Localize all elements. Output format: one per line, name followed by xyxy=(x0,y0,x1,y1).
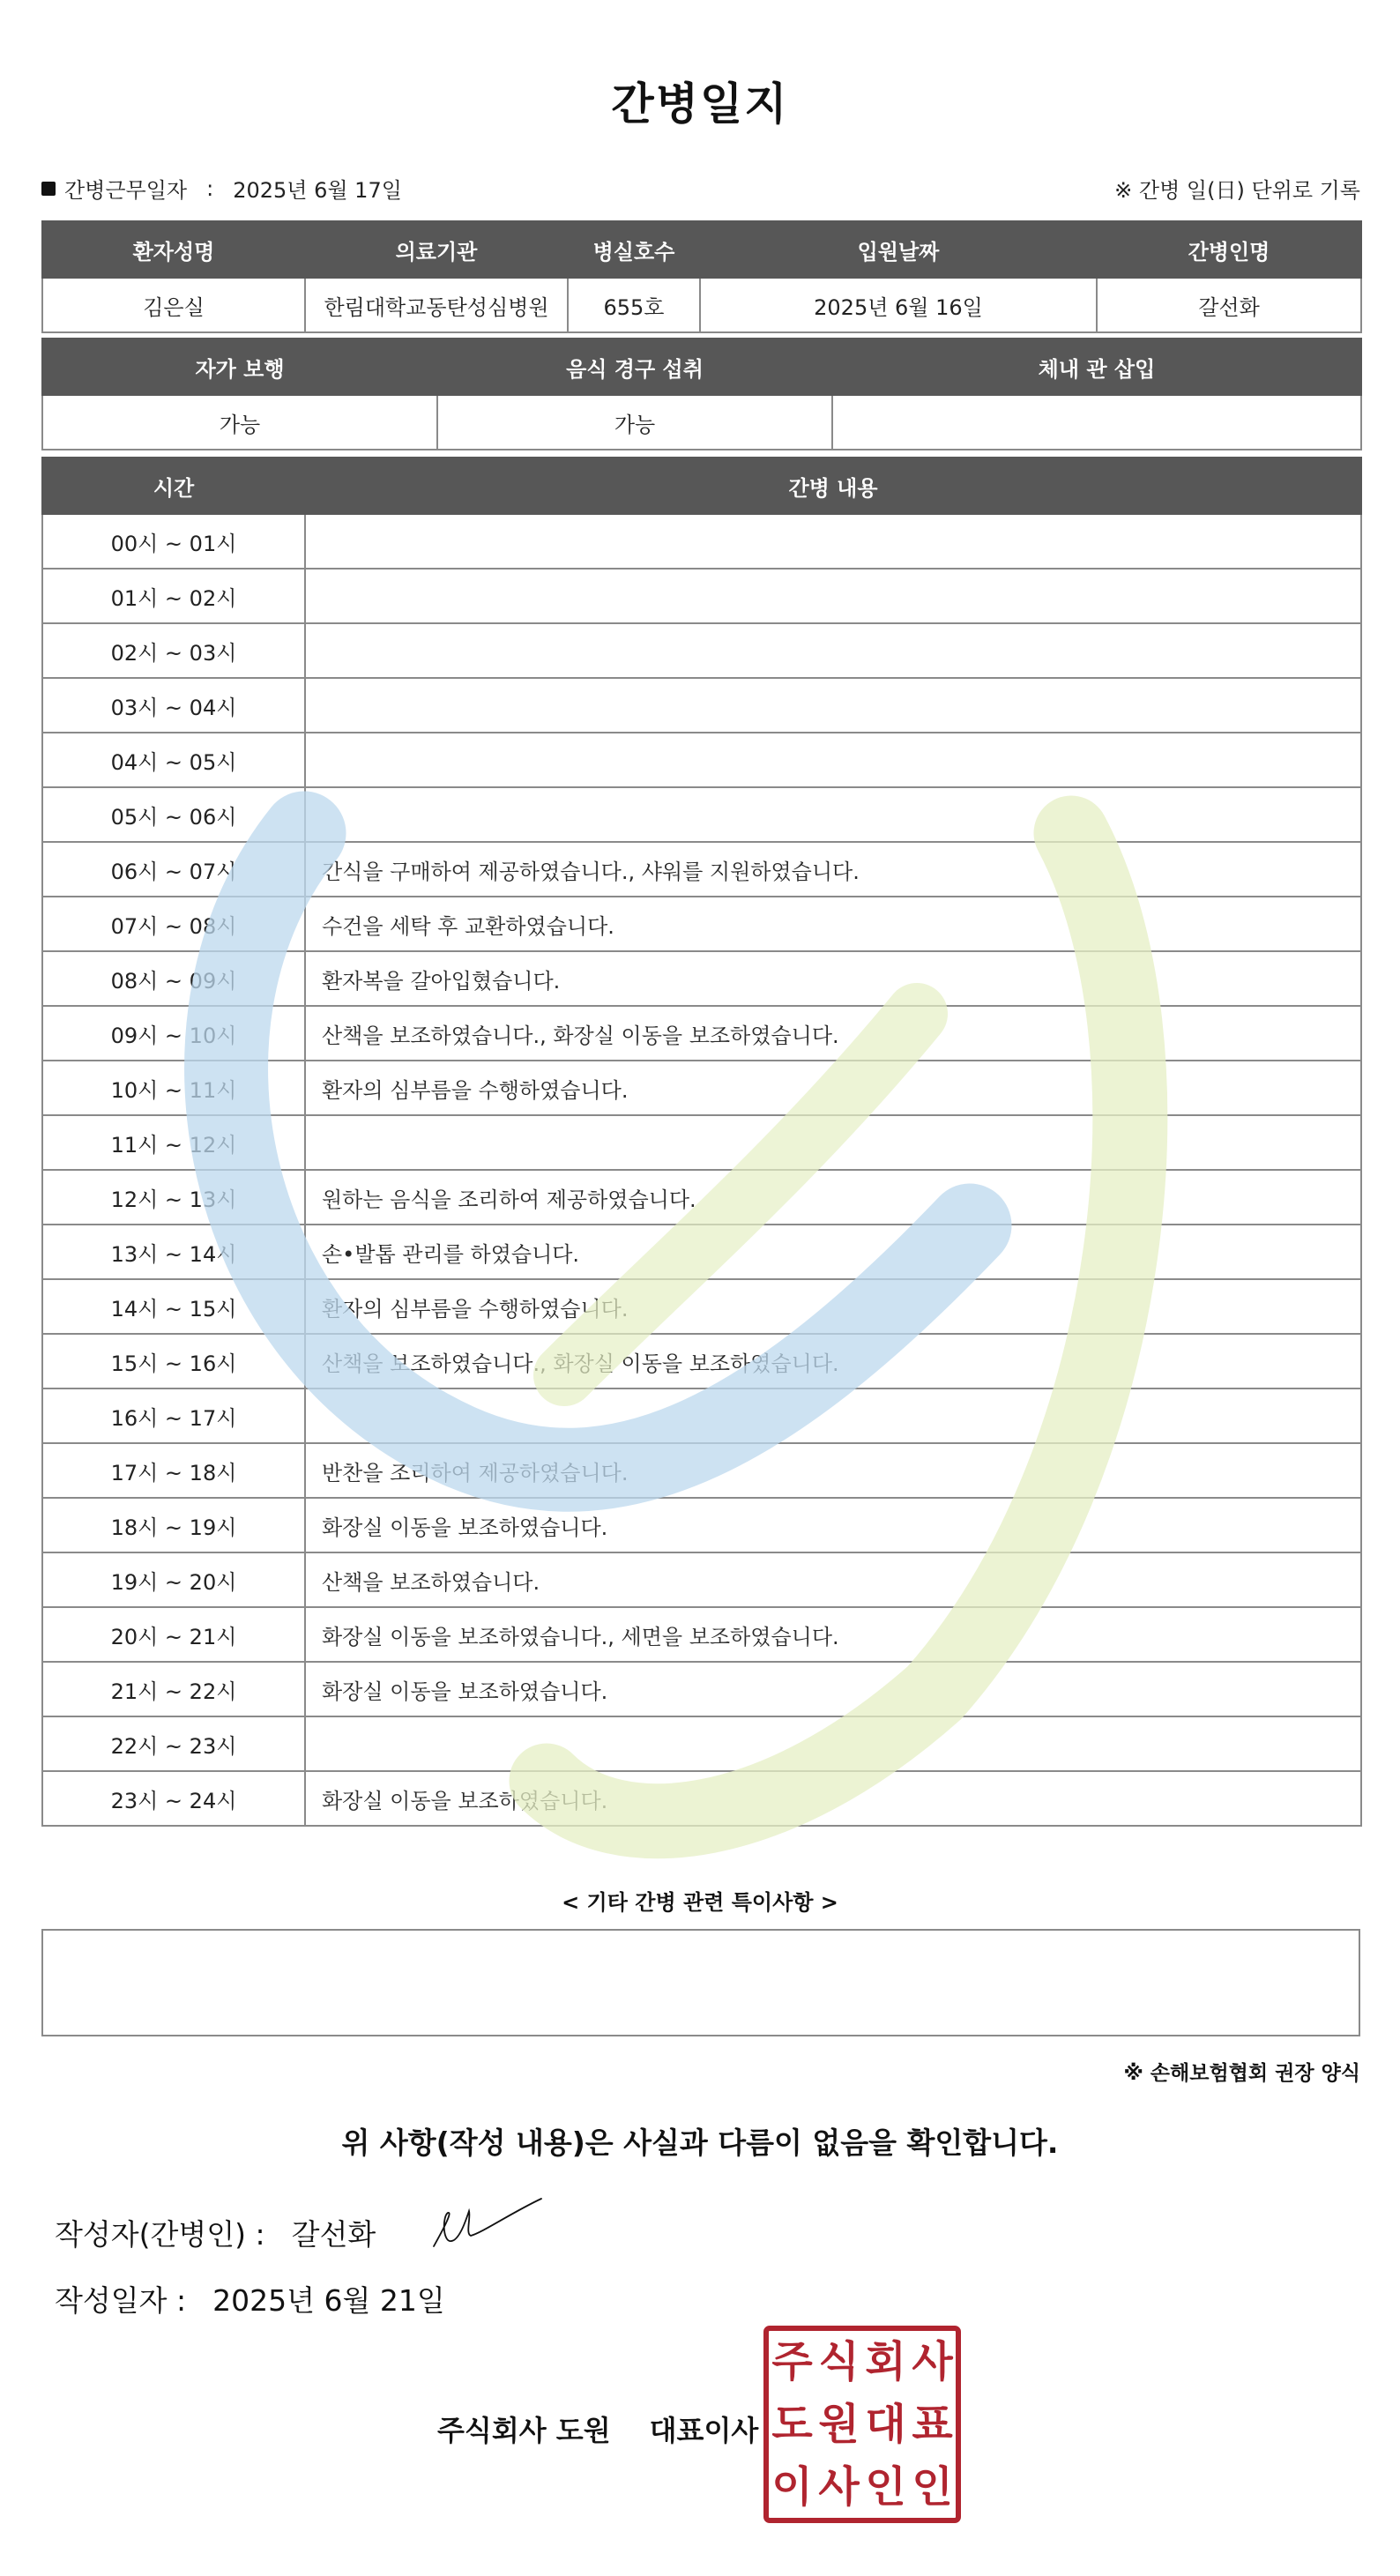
log-time: 23시 ~ 24시 xyxy=(42,1771,305,1826)
log-time: 22시 ~ 23시 xyxy=(42,1716,305,1771)
log-time: 06시 ~ 07시 xyxy=(42,842,305,897)
header-tube-insertion: 체내 관 삽입 xyxy=(832,339,1361,395)
header-oral-intake: 음식 경구 섭취 xyxy=(437,339,832,395)
room-number: 655호 xyxy=(568,278,700,332)
log-row xyxy=(42,1498,1361,1552)
unit-note: ※ 간병 일(日) 단위로 기록 xyxy=(1114,178,1360,203)
signature-icon xyxy=(430,2195,545,2257)
log-content xyxy=(305,1716,1361,1771)
log-row xyxy=(42,1061,1361,1115)
log-row xyxy=(42,897,1361,951)
log-row xyxy=(42,1225,1361,1279)
work-date-label: 간병근무일자 xyxy=(64,178,188,203)
log-row xyxy=(42,678,1361,733)
patient-header-row xyxy=(42,221,1361,278)
seal-glyph: 식 xyxy=(818,2337,860,2387)
header-self-walking: 자가 보행 xyxy=(42,339,437,395)
log-row xyxy=(42,842,1361,897)
written-date-value: 2025년 6월 21일 xyxy=(212,2283,445,2318)
log-row xyxy=(42,1170,1361,1225)
header-care-content: 간병 내용 xyxy=(305,458,1361,514)
log-row xyxy=(42,1662,1361,1716)
log-time: 14시 ~ 15시 xyxy=(42,1279,305,1334)
log-row xyxy=(42,1334,1361,1389)
recommend-note: ※ 손해보험협회 권장 양식 xyxy=(1123,2062,1360,2085)
log-row xyxy=(42,733,1361,787)
log-content xyxy=(305,1389,1361,1443)
log-time: 03시 ~ 04시 xyxy=(42,678,305,733)
log-content xyxy=(305,733,1361,787)
writer-name: 갈선화 xyxy=(291,2217,376,2252)
work-date-line xyxy=(41,173,402,204)
care-log-table xyxy=(41,457,1362,1827)
company-name: 주식회사 도원 xyxy=(437,2414,611,2447)
log-time: 18시 ~ 19시 xyxy=(42,1498,305,1552)
log-row xyxy=(42,1552,1361,1607)
log-content: 산책을 보조하였습니다., 화장실 이동을 보조하였습니다. xyxy=(305,1006,1361,1061)
log-row xyxy=(42,514,1361,569)
log-content: 수건을 세탁 후 교환하였습니다. xyxy=(305,897,1361,951)
extra-notes-box xyxy=(41,1929,1360,2036)
header-patient-name: 환자성명 xyxy=(42,221,305,278)
written-date-label: 작성일자 : xyxy=(55,2283,187,2318)
self-walking-value: 가능 xyxy=(42,395,437,450)
log-time: 20시 ~ 21시 xyxy=(42,1607,305,1662)
seal-glyph: 도 xyxy=(771,2399,813,2449)
seal-glyph: 사 xyxy=(912,2337,953,2387)
log-content xyxy=(305,623,1361,678)
status-header-row xyxy=(42,339,1361,395)
log-content: 손•발톱 관리를 하였습니다. xyxy=(305,1225,1361,1279)
writer-label: 작성자(간병인) : xyxy=(55,2217,265,2252)
log-row xyxy=(42,1115,1361,1170)
seal-glyph: 사 xyxy=(818,2461,860,2512)
log-time: 11시 ~ 12시 xyxy=(42,1115,305,1170)
log-row xyxy=(42,1006,1361,1061)
log-row xyxy=(42,1771,1361,1826)
log-time: 09시 ~ 10시 xyxy=(42,1006,305,1061)
extra-notes-title: < 기타 간병 관련 특이사항 > xyxy=(562,1890,838,1915)
log-content xyxy=(305,569,1361,623)
hospital-name: 한림대학교동탄성심병원 xyxy=(305,278,568,332)
log-time: 10시 ~ 11시 xyxy=(42,1061,305,1115)
seal-glyph: 원 xyxy=(818,2399,860,2449)
log-content: 화장실 이동을 보조하였습니다., 세면을 보조하였습니다. xyxy=(305,1607,1361,1662)
square-bullet-icon xyxy=(41,182,56,196)
log-time: 05시 ~ 06시 xyxy=(42,787,305,842)
log-content xyxy=(305,514,1361,569)
log-row xyxy=(42,787,1361,842)
log-content: 산책을 보조하였습니다. xyxy=(305,1552,1361,1607)
patient-status-table xyxy=(41,338,1362,450)
log-time: 17시 ~ 18시 xyxy=(42,1443,305,1498)
seal-glyph: 표 xyxy=(912,2399,953,2449)
log-content xyxy=(305,1115,1361,1170)
log-time: 12시 ~ 13시 xyxy=(42,1170,305,1225)
header-admission-date: 입원날짜 xyxy=(700,221,1097,278)
log-row xyxy=(42,1607,1361,1662)
log-content: 환자의 심부름을 수행하였습니다. xyxy=(305,1279,1361,1334)
seal-glyph: 주 xyxy=(771,2337,813,2387)
log-row xyxy=(42,1716,1361,1771)
log-content: 간식을 구매하여 제공하였습니다., 샤워를 지원하였습니다. xyxy=(305,842,1361,897)
written-date-line xyxy=(55,2278,445,2319)
log-time: 00시 ~ 01시 xyxy=(42,514,305,569)
seal-glyphs xyxy=(769,2331,956,2518)
log-content xyxy=(305,678,1361,733)
seal-glyph: 인 xyxy=(865,2461,906,2512)
work-date-value: 2025년 6월 17일 xyxy=(233,178,402,203)
seal-glyph: 대 xyxy=(865,2399,906,2449)
log-time: 16시 ~ 17시 xyxy=(42,1389,305,1443)
seal-glyph: 회 xyxy=(865,2337,906,2387)
header-hospital: 의료기관 xyxy=(305,221,568,278)
patient-name: 김은실 xyxy=(42,278,305,332)
log-time: 21시 ~ 22시 xyxy=(42,1662,305,1716)
company-seal xyxy=(763,2326,961,2523)
log-content: 반찬을 조리하여 제공하였습니다. xyxy=(305,1443,1361,1498)
log-content: 환자의 심부름을 수행하였습니다. xyxy=(305,1061,1361,1115)
log-time: 07시 ~ 08시 xyxy=(42,897,305,951)
log-row xyxy=(42,1279,1361,1334)
log-row xyxy=(42,1443,1361,1498)
company-line xyxy=(437,2408,758,2449)
log-row xyxy=(42,951,1361,1006)
status-value-row xyxy=(42,395,1361,450)
document-title: 간병일지 xyxy=(611,78,789,130)
patient-info-table xyxy=(41,220,1362,333)
log-time: 15시 ~ 16시 xyxy=(42,1334,305,1389)
caregiver-name: 갈선화 xyxy=(1097,278,1361,332)
work-date-separator: : xyxy=(206,175,214,201)
header-room: 병실호수 xyxy=(568,221,700,278)
log-content: 산책을 보조하였습니다., 화장실 이동을 보조하였습니다. xyxy=(305,1334,1361,1389)
log-row xyxy=(42,1389,1361,1443)
log-content xyxy=(305,787,1361,842)
ceo-title: 대표이사 xyxy=(649,2414,759,2447)
log-content: 화장실 이동을 보조하였습니다. xyxy=(305,1771,1361,1826)
log-time: 01시 ~ 02시 xyxy=(42,569,305,623)
log-time: 04시 ~ 05시 xyxy=(42,733,305,787)
header-caregiver-name: 간병인명 xyxy=(1097,221,1361,278)
log-content: 환자복을 갈아입혔습니다. xyxy=(305,951,1361,1006)
tube-insertion-value xyxy=(832,395,1361,450)
admission-date: 2025년 6월 16일 xyxy=(700,278,1097,332)
writer-line xyxy=(55,2212,376,2253)
seal-glyph: 인 xyxy=(912,2461,953,2512)
log-time: 19시 ~ 20시 xyxy=(42,1552,305,1607)
log-header-row xyxy=(42,458,1361,514)
patient-value-row xyxy=(42,278,1361,332)
header-time: 시간 xyxy=(42,458,305,514)
confirm-statement: 위 사항(작성 내용)은 사실과 다름이 없음을 확인합니다. xyxy=(341,2126,1059,2160)
log-time: 13시 ~ 14시 xyxy=(42,1225,305,1279)
seal-glyph: 이 xyxy=(771,2461,813,2512)
log-content: 화장실 이동을 보조하였습니다. xyxy=(305,1498,1361,1552)
log-content: 화장실 이동을 보조하였습니다. xyxy=(305,1662,1361,1716)
log-time: 02시 ~ 03시 xyxy=(42,623,305,678)
oral-intake-value: 가능 xyxy=(437,395,832,450)
log-row xyxy=(42,569,1361,623)
log-time: 08시 ~ 09시 xyxy=(42,951,305,1006)
log-content: 원하는 음식을 조리하여 제공하였습니다. xyxy=(305,1170,1361,1225)
log-row xyxy=(42,623,1361,678)
